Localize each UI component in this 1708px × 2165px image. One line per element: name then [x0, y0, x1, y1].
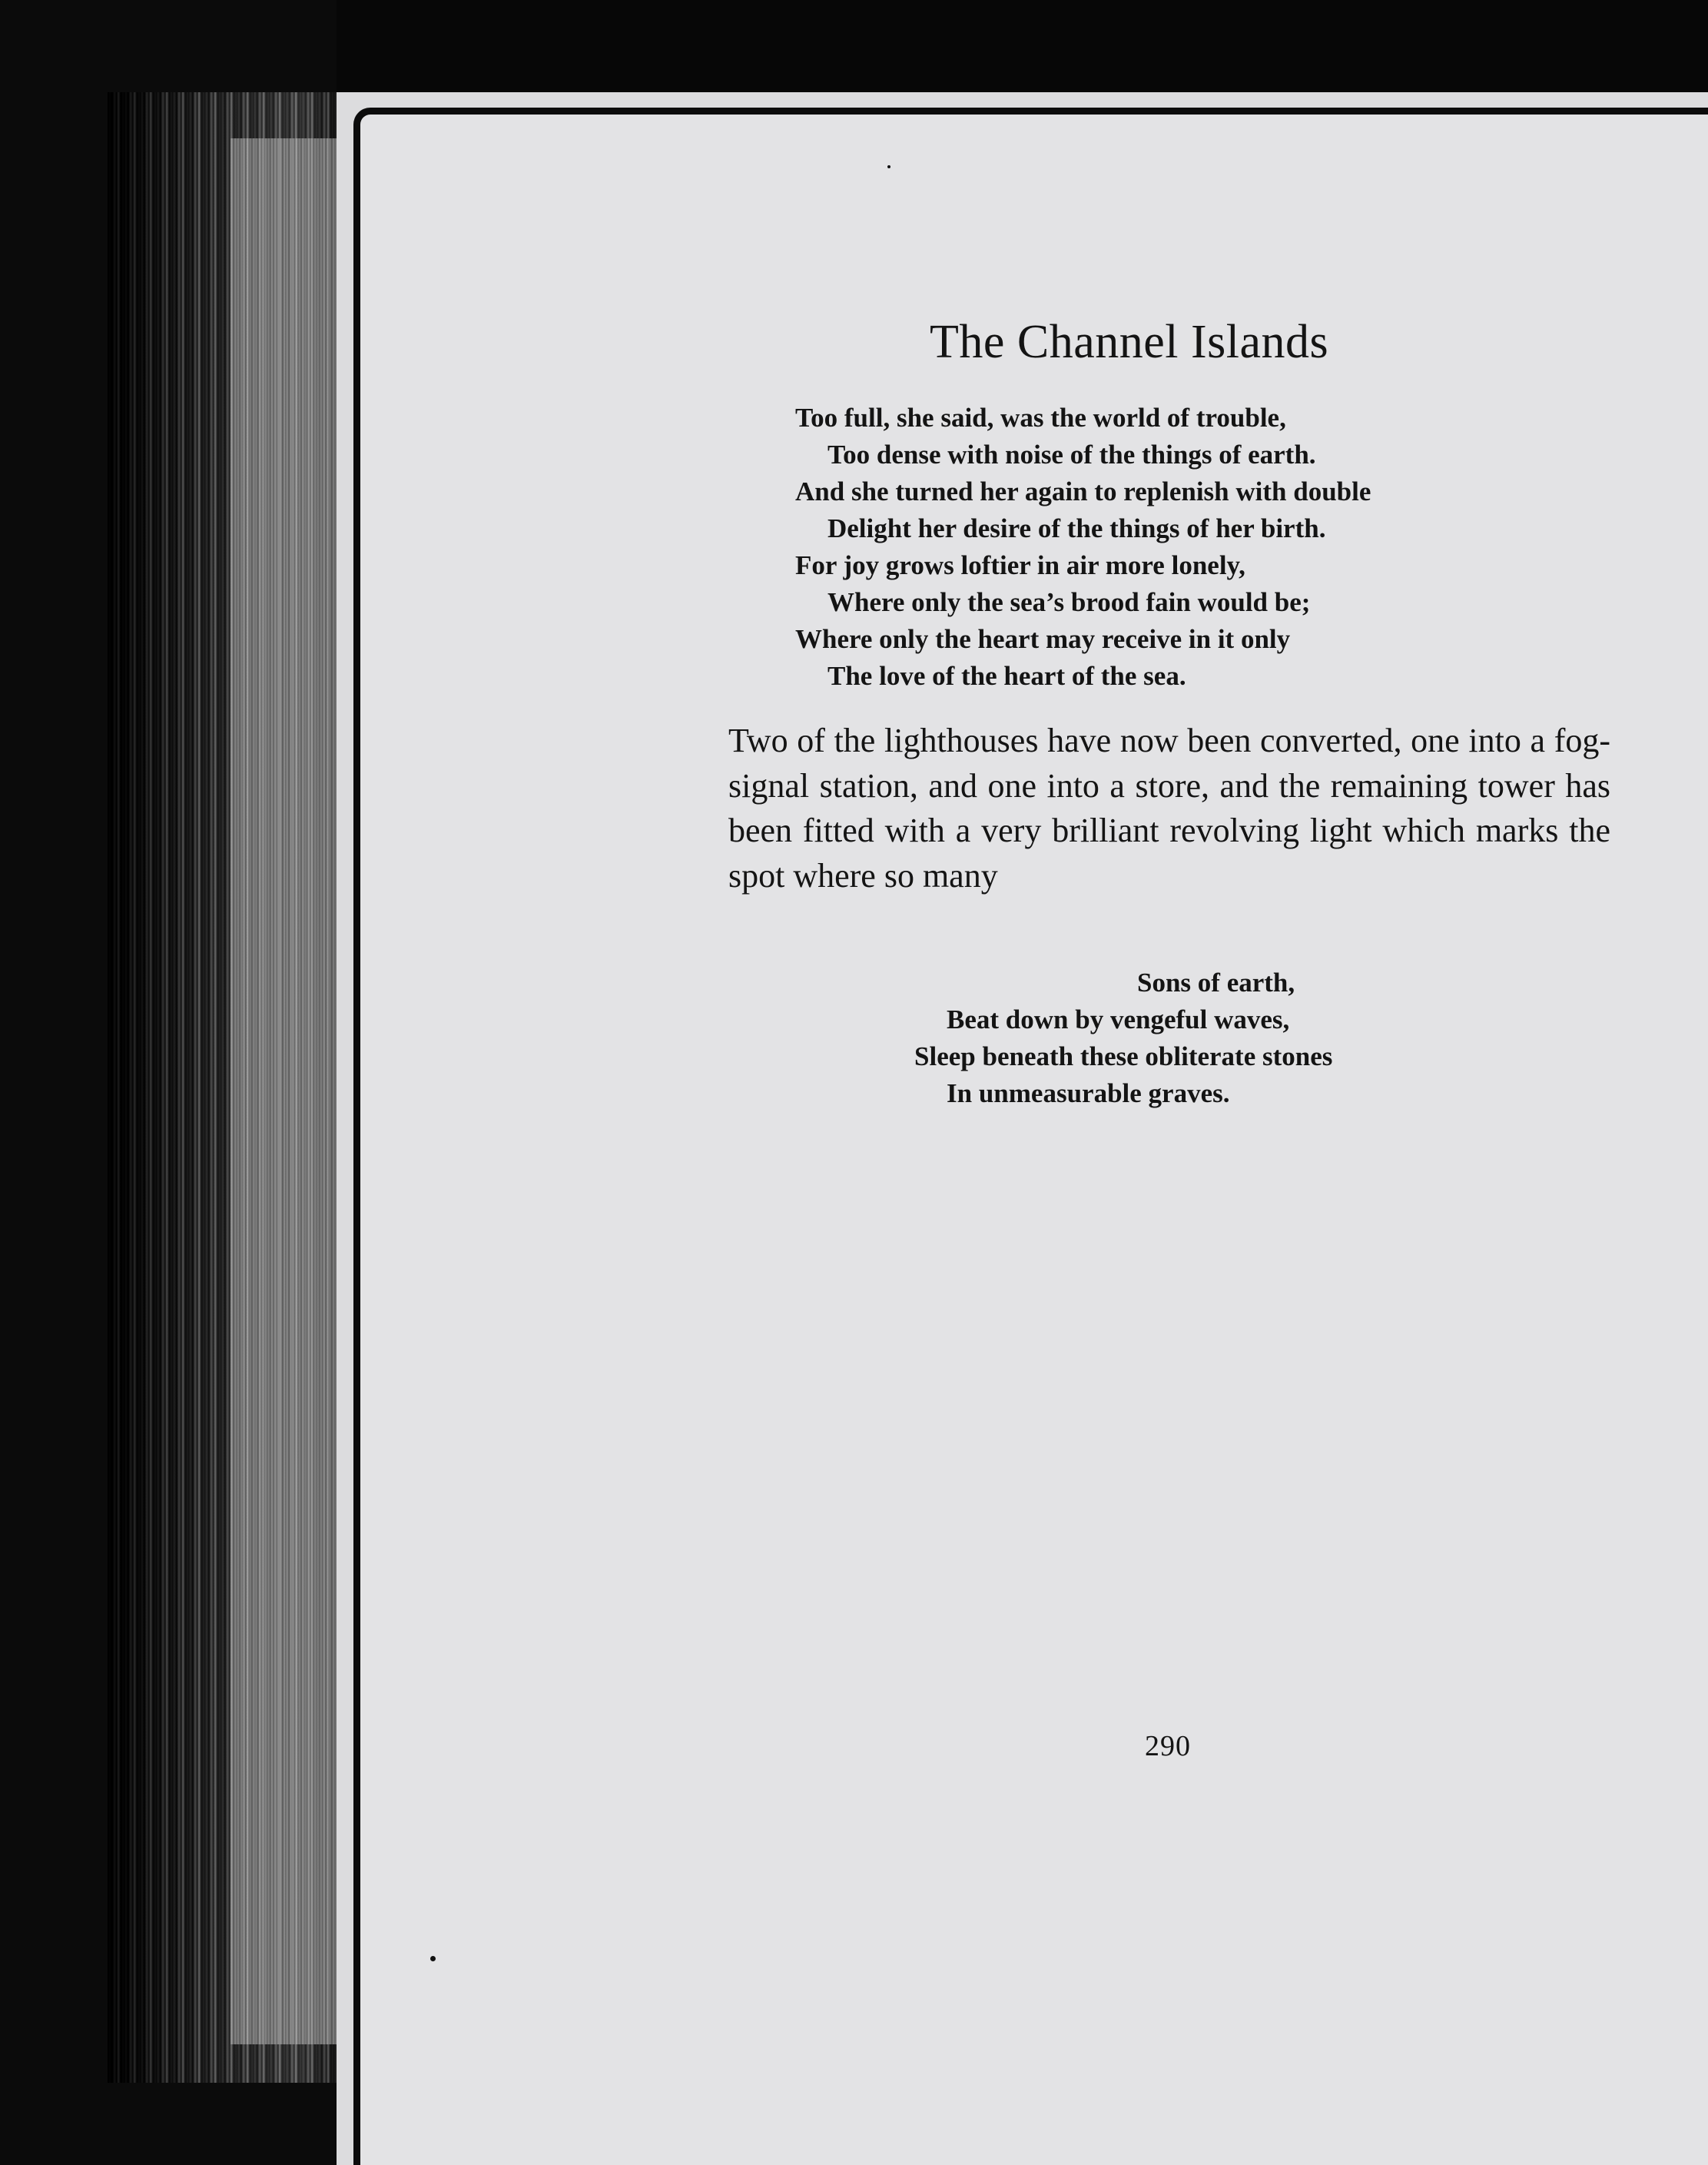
top-shadow [337, 0, 1708, 92]
verse-line: In unmeasurable graves. [947, 1078, 1230, 1108]
poem-line: The love of the heart of the sea. [827, 661, 1186, 691]
poem-line: Too dense with noise of the things of earth. [827, 440, 1316, 470]
chapter-title: The Channel Islands [930, 316, 1329, 368]
poem-stanza [795, 400, 1371, 695]
ink-speck [887, 165, 890, 168]
book-page-edges-highlight [230, 138, 338, 2044]
ink-speck [430, 1956, 436, 1961]
verse-line: Beat down by vengeful waves, [947, 1004, 1290, 1034]
verse-line: Sleep beneath these obliterate stones [914, 1041, 1333, 1071]
poem-line: And she turned her again to replenish with double [795, 476, 1371, 506]
poem-line: Too full, she said, was the world of trouble, [795, 403, 1286, 433]
verse-line: Sons of earth, [1137, 968, 1295, 998]
page-number: 290 [1145, 1730, 1191, 1762]
poem-line: Where only the sea’s brood fain would be; [827, 587, 1311, 617]
body-paragraph: Two of the lighthouses have now been converted, one into a fog-signal station, and one into a store, and the remaining tower has been fitted with a very brilliant revolving light which marks the spot where so many [728, 722, 1610, 895]
poem-line: For joy grows loftier in air more lonely, [795, 550, 1245, 580]
verse-quote [914, 965, 1332, 1112]
poem-line: Where only the heart may receive in it only [795, 624, 1291, 654]
poem-line: Delight her desire of the things of her birth. [827, 513, 1326, 543]
